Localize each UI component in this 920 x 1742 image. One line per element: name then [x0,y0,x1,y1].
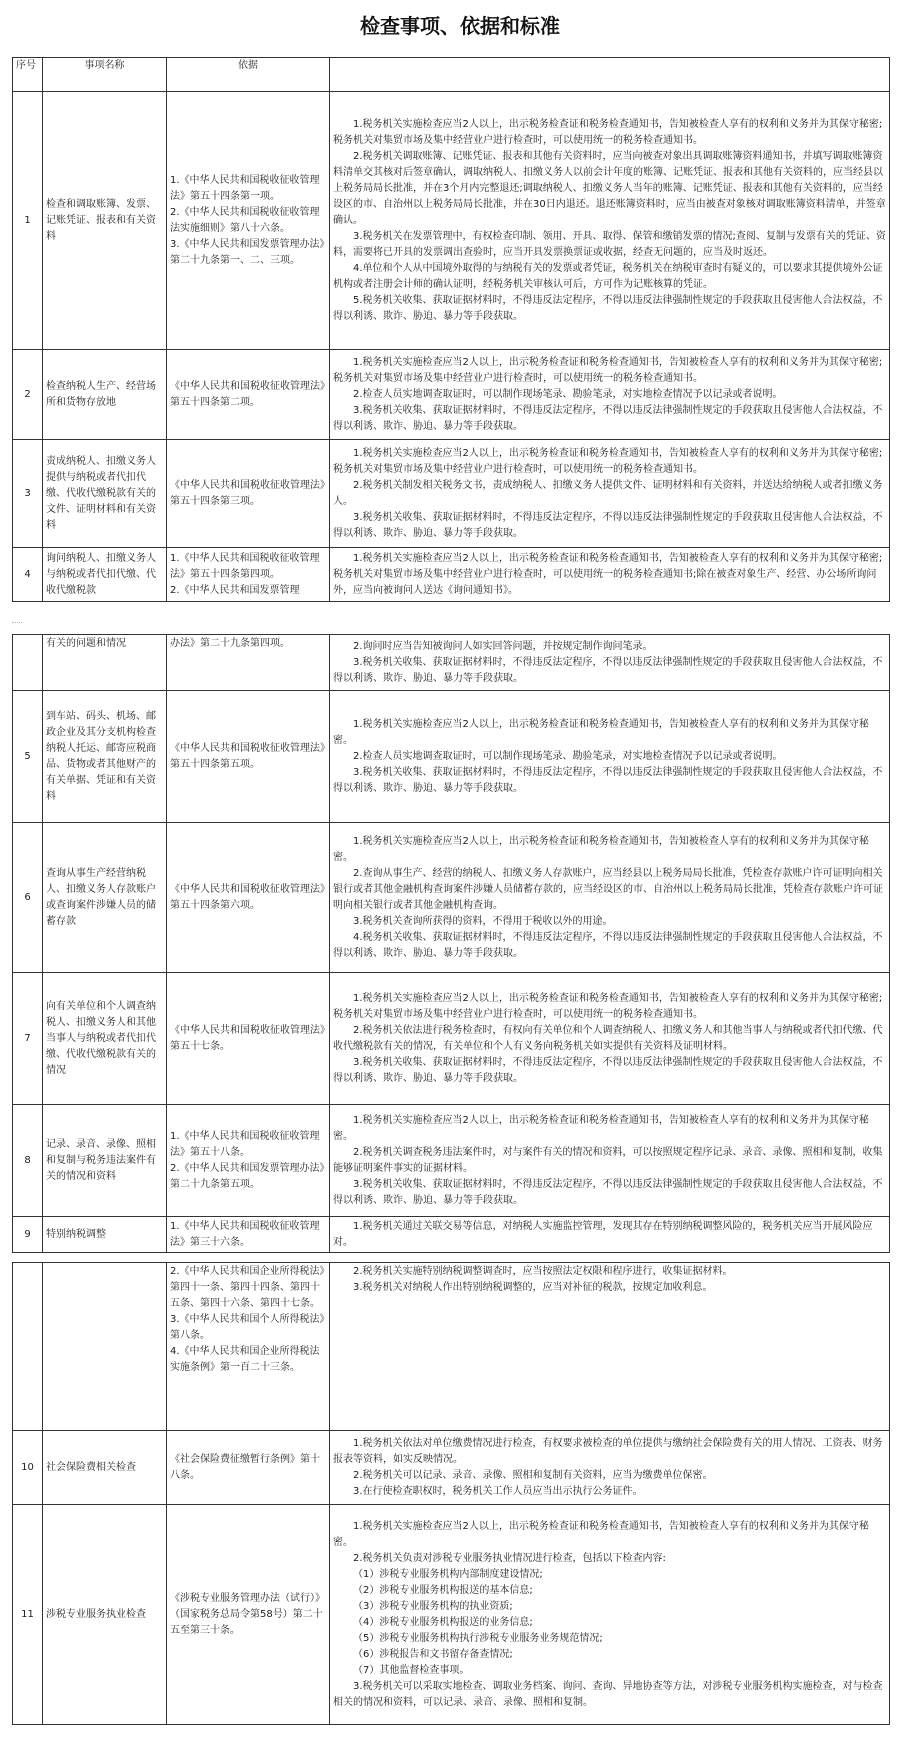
standard-item: 3.税务机关在发票管理中，有权检查印制、领用、开具、取得、保管和缴销发票的情况;查阅、复制与发票有关的凭证、资料，需要将已开具的发票调出查验时，应当开具发票换票证或收据，经查无问题的，应当及时返还。 [333,230,886,258]
row-no [13,635,43,691]
standard-item: 3.税务机关收集、获取证据材料时，不得违反法定程序，不得以违反法律强制性规定的手段获取且侵害他人合法权益，不得以利诱、欺诈、胁迫、暴力等手段获取。 [333,511,883,539]
standard-item: 1.税务机关实施检查应当2人以上，出示税务检查证和税务检查通知书，告知被检查人享有的权利和义务并为其保守秘密;税务机关对集贸市场及集中经营业户进行检查时，可以使用统一的税务检查通知书。 [333,356,883,384]
row-no: 4 [13,548,43,602]
row-standard [330,92,890,350]
standard-item: 1.税务机关实施检查应当2人以上，出示税务检查证和税务检查通知书，告知被检查人享有的权利和义务并为其保守秘密;税务机关对集贸市场及集中经营业户进行检查时，可以使用统一的税务检查通知书;除在被查对象生产、经营、办公场所询问外，应当向被询问人送达《询问通知书》。 [333,552,883,596]
table-row [13,1505,890,1725]
standard-item: （2）涉税专业服务机构报送的基本信息; [353,1584,533,1596]
row-basis [167,1263,330,1431]
standard-item: 3.税务机关对纳税人作出特别纳税调整的，应当对补征的税款，按规定加收利息。 [353,1282,713,1293]
basis-item: 办法》第二十九条第四项。 [170,638,290,649]
row-standard [330,1431,890,1505]
row-standard [330,973,890,1105]
page-title: 检查事项、依据和标准 [360,14,560,38]
standard-item: 3.税务机关收集、获取证据材料时，不得违反法定程序，不得以违反法律强制性规定的手段获取且侵害他人合法权益，不得以利诱、欺诈、胁迫、暴力等手段获取。 [333,656,883,684]
standard-item: 1.税务机关实施检查应当2人以上，出示税务检查证和税务检查通知书，告知被检查人享有的权利和义务并为其保守秘密。 [333,835,869,863]
table-row [13,635,890,691]
basis-item: 1.《中华人民共和国税收征收管理法》第三十六条。 [170,1220,320,1248]
row-no: 6 [13,823,43,973]
row-basis [167,1105,330,1217]
row-basis [167,823,330,973]
header-no: 序号 [13,58,43,92]
row-no: 5 [13,691,43,823]
standard-item: 1.税务机关通过关联交易等信息，对纳税人实施监控管理，发现其存在特别纳税调整风险的，税务机关应当开展风险应对。 [333,1220,873,1248]
table-row [13,1105,890,1217]
standard-item: 2.询问时应当告知被询问人如实回答问题，并按规定制作询问笔录。 [353,640,653,652]
row-standard [330,440,890,548]
row-standard [330,1505,890,1725]
table-row [13,350,890,440]
row-name: 检查和调取账簿、发票、记账凭证、报表和有关资料 [43,92,167,350]
basis-item: 1.《中华人民共和国税收征收管理法》第五十四条第四项。 [170,552,320,580]
row-basis [167,548,330,602]
table-block-1 [12,57,890,602]
row-basis [167,1505,330,1725]
standard-item: 3.在行使检查职权时，税务机关工作人员应当出示执行公务证件。 [353,1485,643,1497]
table-row [13,548,890,602]
row-no: 1 [13,92,43,350]
table-row [13,1431,890,1505]
row-basis [167,440,330,548]
standard-item: 2.税务机关调取账簿、记账凭证、报表和其他有关资料时，应当向被查对象出具调取账簿资料通知书，并填写调取账簿资料清单交其核对后签章确认，调取纳税人、扣缴义务人以前会计年度的账簿、记账凭证、报表和其他有关资料的，应当经县以上税务局局长批准，并在3个月内完整退还;调取纳税人、扣缴义务人当年的账簿、记账凭证、报表和其他有关资料的，应当经设区的市、自治州以上税务局局长批准，并在30日内退还。退还账簿资料时，应当由被查对象核对调取账簿资料清单，并签章确认。 [333,150,886,226]
standard-item: 2.税务机关调查税务违法案件时，对与案件有关的情况和资料，可以按照规定程序记录、录音、录像、照相和复制，收集能够证明案件事实的证据材料。 [333,1146,883,1174]
row-no: 2 [13,350,43,440]
row-name: 询问纳税人、扣缴义务人与纳税或者代扣代缴、代收代缴税款 [43,548,167,602]
row-no: 10 [13,1431,43,1505]
standard-item: 2.查询从事生产、经营的纳税人、扣缴义务人存款账户，应当经县以上税务局局长批准，凭检查存款账户许可证明向相关银行或者其他金融机构查询案件涉嫌人员储蓄存款的，应当经设区的市、自治州以上税务局局长批准，凭检查存款账户许可证明向相关银行或者其他金融机构查询。 [333,867,883,911]
standard-item: 3.税务机关可以采取实地检查、调取业务档案、询问、查询、异地协查等方法，对涉税专业服务机构实施检查，对与检查相关的情况和资料，可以记录、录音、录像、照相和复制。 [333,1680,883,1708]
standard-item: 2.税务机关负责对涉税专业服务执业情况进行检查，包括以下检查内容: [353,1552,666,1564]
table-row [13,1217,890,1253]
row-standard [330,1263,890,1431]
standard-item: 2.税务机关可以记录、录音、录像、照相和复制有关资料，应当为缴费单位保密。 [353,1469,713,1481]
basis-item: 2.《中华人民共和国发票管理办法》第二十九条第五项。 [170,1162,325,1190]
standard-item: （5）涉税专业服务机构执行涉税专业服务业务规范情况; [353,1632,603,1644]
basis-item: 2.《中华人民共和国企业所得税法》第四十一条、第四十四条、第四十五条、第四十六条、第四十七条。 [170,1266,325,1309]
row-name: 有关的问题和情况 [43,635,167,691]
standard-item: 1.税务机关实施检查应当2人以上，出示税务检查证和税务检查通知书，告知被检查人享有的权利和义务并为其保守秘密。 [333,1114,869,1142]
row-no: 3 [13,440,43,548]
standard-item: 1.税务机关实施检查应当2人以上，出示税务检查证和税务检查通知书，告知被检查人享有的权利和义务并为其保守秘密;税务机关对集贸市场及集中经营业户进行检查时，可以使用统一的税务检查通知书。 [333,118,883,146]
standard-item: 3.税务机关收集、获取证据材料时，不得违反法定程序，不得以违反法律强制性规定的手段获取且侵害他人合法权益，不得以利诱、欺诈、胁迫、暴力等手段获取。 [333,766,883,794]
header-name: 事项名称 [43,58,167,92]
standard-item: （4）涉税专业服务机构报送的业务信息; [353,1616,533,1628]
standard-item: 2.税务机关制发相关税务文书，责成纳税人、扣缴义务人提供文件、证明材料和有关资料，并送达给纳税人或者扣缴义务人。 [333,479,883,507]
standard-item: 1.税务机关实施检查应当2人以上，出示税务检查证和税务检查通知书，告知被检查人享有的权利和义务并为其保守秘密;税务机关对集贸市场及集中经营业户进行检查时，可以使用统一的税务检查通知书。 [333,447,883,475]
row-basis [167,1217,330,1253]
row-name: 记录、录音、录像、照相和复制与税务违法案件有关的情况和资料 [43,1105,167,1217]
table-row [13,691,890,823]
basis-item: 《涉税专业服务管理办法（试行）》（国家税务总局令第58号）第二十五至第三十条。 [170,1592,325,1636]
basis-item: 4.《中华人民共和国企业所得税法实施条例》第一百二十三条。 [170,1346,320,1373]
basis-item: 《中华人民共和国税收征收管理法》第五十四条第二项。 [170,380,325,408]
row-name: 向有关单位和个人调查纳税人、扣缴义务人和其他当事人与纳税或者代扣代缴、代收代缴税款有关的情况 [43,973,167,1105]
header-basis: 依据 [167,58,330,92]
row-no: 7 [13,973,43,1105]
row-name: 检查纳税人生产、经营场所和货物存放地 [43,350,167,440]
standard-item: 2.检查人员实地调查取证时，可以制作现场笔录、勘验笔录，对实地检查情况予以记录或者说明。 [353,750,783,762]
table-header [13,58,890,92]
row-basis [167,635,330,691]
standard-item: （3）涉税专业服务机构的执业资质; [353,1600,513,1612]
row-standard [330,691,890,823]
row-standard [330,1105,890,1217]
basis-item: 《中华人民共和国税收征收管理法》第五十四条第六项。 [170,883,325,911]
standard-item: 2.税务机关实施特别纳税调整调查时，应当按照法定权限和程序进行，收集证据材料。 [353,1266,733,1277]
row-no: 11 [13,1505,43,1725]
row-standard [330,823,890,973]
standard-item: 1.税务机关实施检查应当2人以上，出示税务检查证和税务检查通知书，告知被检查人享有的权利和义务并为其保守秘密;税务机关对集贸市场及集中经营业户进行检查时，可以使用统一的税务检查通知书。 [333,992,883,1020]
standard-item: 4.税务机关收集、获取证据材料时，不得违反法定程序，不得以违反法律强制性规定的手段获取且侵害他人合法权益，不得以利诱、欺诈、胁迫、暴力等手段获取。 [333,931,883,959]
standard-item: 3.税务机关收集、获取证据材料时，不得违反法定程序，不得以违反法律强制性规定的手段获取且侵害他人合法权益，不得以利诱、欺诈、胁迫、暴力等手段获取。 [333,1056,883,1084]
basis-item: 《社会保险费征缴暂行条例》第十八条。 [170,1453,320,1481]
row-standard [330,350,890,440]
standard-item: 2.检查人员实地调查取证时，可以制作现场笔录、勘验笔录，对实地检查情况予以记录或者说明。 [353,388,783,400]
basis-item: 1.《中华人民共和国税收征收管理法》第五十四条第一项。 [170,174,320,202]
row-name: 社会保险费相关检查 [43,1431,167,1505]
row-basis [167,350,330,440]
table-row [13,440,890,548]
header-standard [330,58,890,92]
row-name: 查询从事生产经营纳税人、扣缴义务人存款账户或查询案件涉嫌人员的储蓄存款 [43,823,167,973]
row-standard [330,1217,890,1253]
basis-item: 2.《中华人民共和国税收征收管理法实施细则》第八十六条。 [170,206,320,234]
standard-item: （1）涉税专业服务机构内部制度建设情况; [353,1568,543,1580]
row-basis [167,973,330,1105]
standard-item: 1.税务机关依法对单位缴费情况进行检查，有权要求被检查的单位提供与缴纳社会保险费有关的用人情况、工资表、财务报表等资料，如实反映情况。 [333,1437,883,1465]
standard-item: 3.税务机关收集、获取证据材料时，不得违反法定程序，不得以违反法律强制性规定的手段获取且侵害他人合法权益，不得以利诱、欺诈、胁迫、暴力等手段获取。 [333,404,883,432]
basis-item: 《中华人民共和国税收征收管理法》第五十四条第三项。 [170,479,325,507]
table-row [13,973,890,1105]
row-no: 8 [13,1105,43,1217]
basis-item: 1.《中华人民共和国税收征收管理法》第五十八条。 [170,1130,320,1158]
row-basis [167,691,330,823]
standard-item: （7）其他监督检查事项。 [353,1664,470,1676]
row-name: 涉税专业服务执业检查 [43,1505,167,1725]
standard-item: 5.税务机关收集、获取证据材料时，不得违反法定程序，不得以违反法律强制性规定的手段获取且侵害他人合法权益，不得以利诱、欺诈、胁迫、暴力等手段获取。 [333,294,883,322]
standard-item: 1.税务机关实施检查应当2人以上，出示税务检查证和税务检查通知书，告知被检查人享有的权利和义务并为其保守秘密。 [333,1520,869,1548]
row-name: 到车站、码头、机场、邮政企业及其分支机构检查纳税人托运、邮寄应税商品、货物或者其他财产的有关单据、凭证和有关资料 [43,691,167,823]
row-basis [167,1431,330,1505]
standard-item: 4.单位和个人从中国境外取得的与纳税有关的发票或者凭证，税务机关在纳税审查时有疑义的，可以要求其提供境外公证机构或者注册会计师的确认证明，经税务机关审核认可后，方可作为记账核算的凭证。 [333,262,883,290]
table-block-3 [12,1262,890,1725]
basis-item: 3.《中华人民共和国发票管理办法》第二十九条第一、二、三项。 [170,238,325,266]
standard-item: 3.税务机关查询所获得的资料，不得用于税收以外的用途。 [353,915,613,927]
row-name [43,1263,167,1431]
basis-item: 《中华人民共和国税收征收管理法》第五十七条。 [170,1024,325,1052]
row-standard [330,635,890,691]
row-name: 特别纳税调整 [43,1217,167,1253]
row-standard [330,548,890,602]
basis-item: 《中华人民共和国税收征收管理法》第五十四条第五项。 [170,742,325,770]
basis-item: 3.《中华人民共和国个人所得税法》第八条。 [170,1314,325,1341]
table-row [13,823,890,973]
standard-item: 3.税务机关收集、获取证据材料时，不得违反法定程序，不得以违反法律强制性规定的手段获取且侵害他人合法权益，不得以利诱、欺诈、胁迫、暴力等手段获取。 [333,1178,883,1206]
page-break-marker [12,622,22,624]
row-name: 责成纳税人、扣缴义务人提供与纳税或者代扣代缴、代收代缴税款有关的文件、证明材料和有关资料 [43,440,167,548]
table-block-2 [12,634,890,1253]
table-row [13,1263,890,1431]
standard-item: （6）涉税报告和文书留存备查情况; [353,1648,513,1660]
row-basis [167,92,330,350]
basis-item: 2.《中华人民共和国发票管理 [170,584,300,596]
row-no: 9 [13,1217,43,1253]
standard-item: 1.税务机关实施检查应当2人以上，出示税务检查证和税务检查通知书，告知被检查人享有的权利和义务并为其保守秘密。 [333,718,869,746]
row-no [13,1263,43,1431]
table-row [13,92,890,350]
standard-item: 2.税务机关依法进行税务检查时，有权向有关单位和个人调查纳税人、扣缴义务人和其他当事人与纳税或者代扣代缴、代收代缴税款有关的情况，有关单位和个人有义务向税务机关如实提供有关资料及证明材料。 [333,1024,883,1052]
